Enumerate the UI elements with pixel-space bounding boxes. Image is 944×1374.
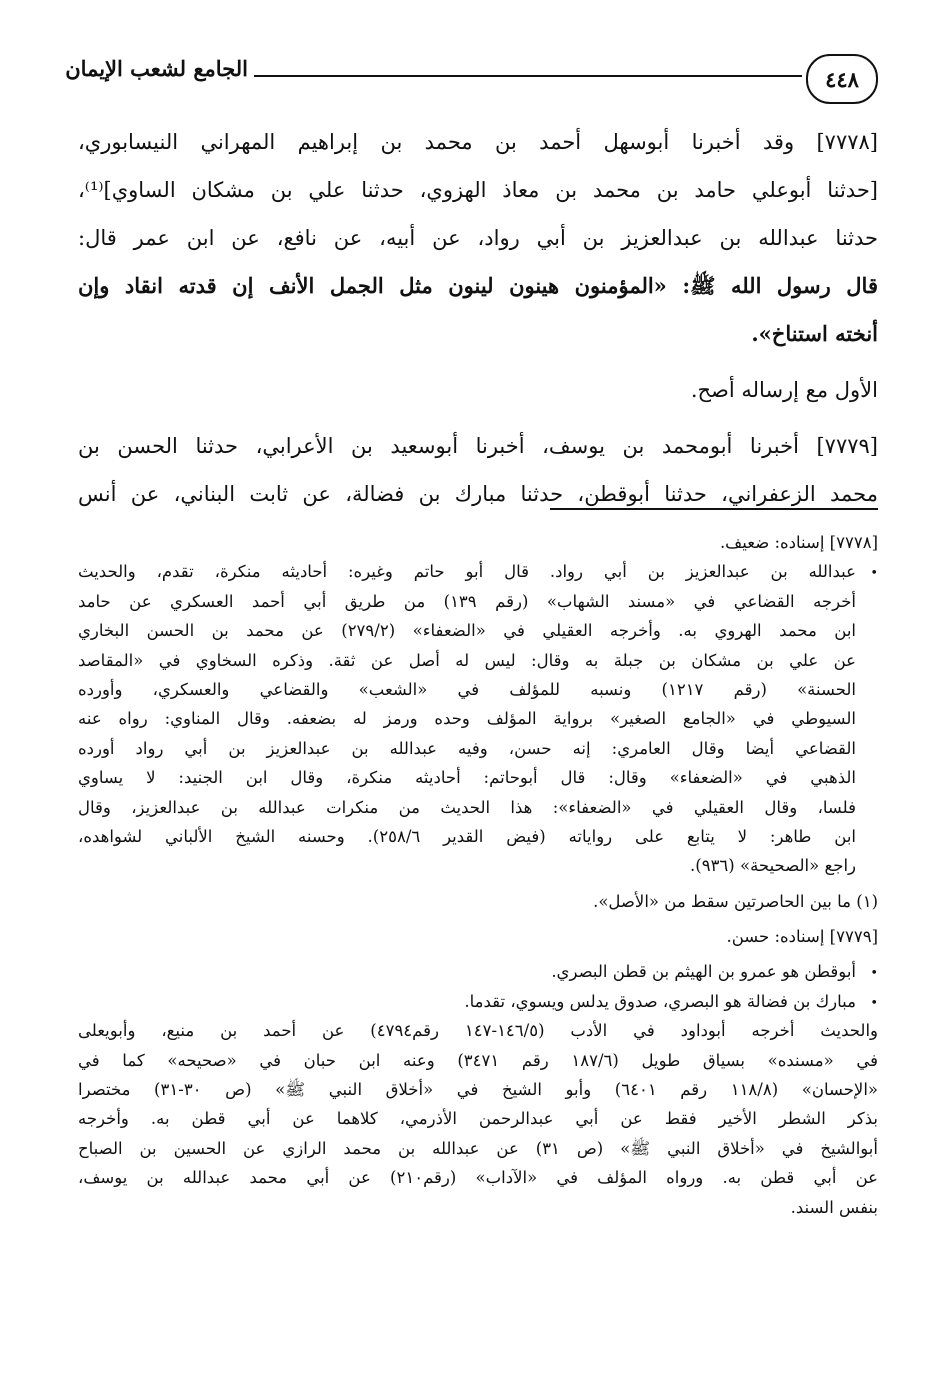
footnote-7779-bullet: •أبوقطن هو عمرو بن الهيثم بن قطن البصري. [78, 957, 878, 986]
hadith-7778-line: أنخته استناخ». [751, 321, 878, 346]
footnote-7778-line: ابن طاهر: لا يتابع على رواياته (فيض القدير ٢٥٨/٦). وحسنه الشيخ الألباني لشواهده، [78, 826, 856, 846]
footnote-7778-line: السيوطي في «الجامع الصغير» برواية المؤلف وحده ورمز له بضعفه. وقال المناوي: رواه عنه [78, 709, 856, 729]
page-number: ٤٤٨ [806, 54, 878, 104]
bullet-icon: • [870, 995, 878, 1011]
bullet-icon: • [870, 966, 878, 982]
footnote-separator [550, 508, 878, 510]
hadith-7779-line: [٧٧٧٩] أخبرنا أبومحمد بن يوسف، أخبرنا أبوسعيد بن الأعرابي، حدثنا الحسن بن [78, 434, 878, 458]
hadith-7779-line: محمد الزعفراني، حدثنا أبوقطن، حدثنا مبارك بن فضالة، عن ثابت البناني، عن أنس [78, 482, 878, 506]
main-text [78, 118, 878, 518]
footnote-7778-line: أخرجه القضاعي في «مسند الشهاب» (رقم ١٣٩) من طريق أبي أحمد العسكري عن حامد [78, 591, 856, 611]
footnote-7778-line: الحسنة» (رقم ١٢١٧) ونسبه للمؤلف في «الشعب» والقضاعي والعسكري، وأورده [78, 679, 856, 699]
footnote-7779-heading: [٧٧٧٩] إسناده: حسن. [726, 927, 878, 947]
footnote-7779-line: بذكر الشطر الأخير فقط عن أبي عبدالرحمن الأذرمي، كلاهما عن أبي قطن به. وأخرجه [78, 1109, 878, 1129]
footnote-7778-line: الذهبي في «الضعفاء» وقال: قال أبوحاتم: أحاديثه منكرة، وقال ابن الجنيد: لا يساوي [78, 768, 856, 788]
footnote-7778-line: •عبدالله بن عبدالعزيز بن أبي رواد. قال أبو حاتم وغيره: أحاديثه منكرة، تقدم، والحديث [78, 557, 878, 586]
footnotes [78, 528, 878, 1222]
footnote-7779-line: «الإحسان» (١١٨/٨ رقم ٦٤٠١) وأبو الشيخ في «أخلاق النبي ﷺ» (ص ٣٠-٣١) مختصرا [78, 1080, 878, 1100]
footnote-7778-line: فلسا، وقال العقيلي في «الضعفاء»: هذا الحديث من منكرات عبدالله بن عبدالعزيز، وقال [78, 797, 856, 817]
footnote-7778-line: راجع «الصحيحة» (٩٣٦). [690, 856, 856, 876]
hadith-7778-line: حدثنا عبدالله بن عبدالعزيز بن أبي رواد، عن أبيه، عن نافع، عن ابن عمر قال: [78, 226, 878, 250]
header-rule [254, 75, 802, 77]
page-header [65, 48, 878, 108]
footnote-7779-bullet: •مبارك بن فضالة هو البصري، صدوق يدلس ويسوي، تقدما. [78, 987, 878, 1016]
hadith-7778-line: [٧٧٧٨] وقد أخبرنا أبوسهل أحمد بن محمد بن إبراهيم المهراني النيسابوري، [78, 130, 878, 154]
footnote-7778-heading: [٧٧٧٨] إسناده: ضعيف. [719, 533, 878, 552]
footnote-7778-line: ابن محمد الهروي به. وأخرجه العقيلي في «الضعفاء» (٢٧٩/٢) عن محمد بن الحسن البخاري [78, 621, 856, 641]
book-title: الجامع لشعب الإيمان [65, 56, 248, 81]
footnote-7779-line: بنفس السند. [790, 1197, 878, 1217]
hadith-7778-line: [حدثنا أبوعلي حامد بن محمد بن معاذ الهزوي، حدثنا علي بن مشكان الساوي]⁽¹⁾، [78, 178, 878, 202]
hadith-7778-line: قال رسول الله ﷺ: «المؤمنون هينون لينون مثل الجمل الأنف إن قدته انقاد وإن [78, 273, 878, 298]
footnote-7778-line: القضاعي أيضا وقال العامري: إنه حسن، وفيه عبدالله بن عبدالعزيز بن أبي رواد أورده [78, 738, 856, 758]
bullet-icon: • [870, 566, 878, 582]
footnote-7779-line: في «مسنده» بسياق طويل (١٨٧/٦ رقم ٣٤٧١) وعنه ابن حبان في «صحيحه» كما في [78, 1050, 878, 1070]
author-remark: الأول مع إرساله أصح. [690, 378, 878, 402]
footnote-7778-line: عن علي بن مشكان بن جبلة به وقال: ليس له أصل عن ثقة. وذكره السخاوي في «المقاصد [78, 650, 856, 670]
footnote-7779-line: والحديث أخرجه أبوداود في الأدب (١٤٦/٥-١٤٧ رقم٤٧٩٤) عن أحمد بن منيع، وأبويعلى [78, 1021, 878, 1041]
footnote-1: (١) ما بين الحاصرتين سقط من «الأصل». [593, 891, 878, 911]
footnote-7779-line: أبوالشيخ في «أخلاق النبي ﷺ» (ص ٣١) عن عبدالله بن محمد الرازي عن الحسين بن الصباح [78, 1138, 878, 1158]
footnote-7779-line: عن أبي قطن به. ورواه المؤلف في «الآداب» (رقم٢١٠) عن أبي محمد عبدالله بن يوسف، [78, 1168, 878, 1188]
